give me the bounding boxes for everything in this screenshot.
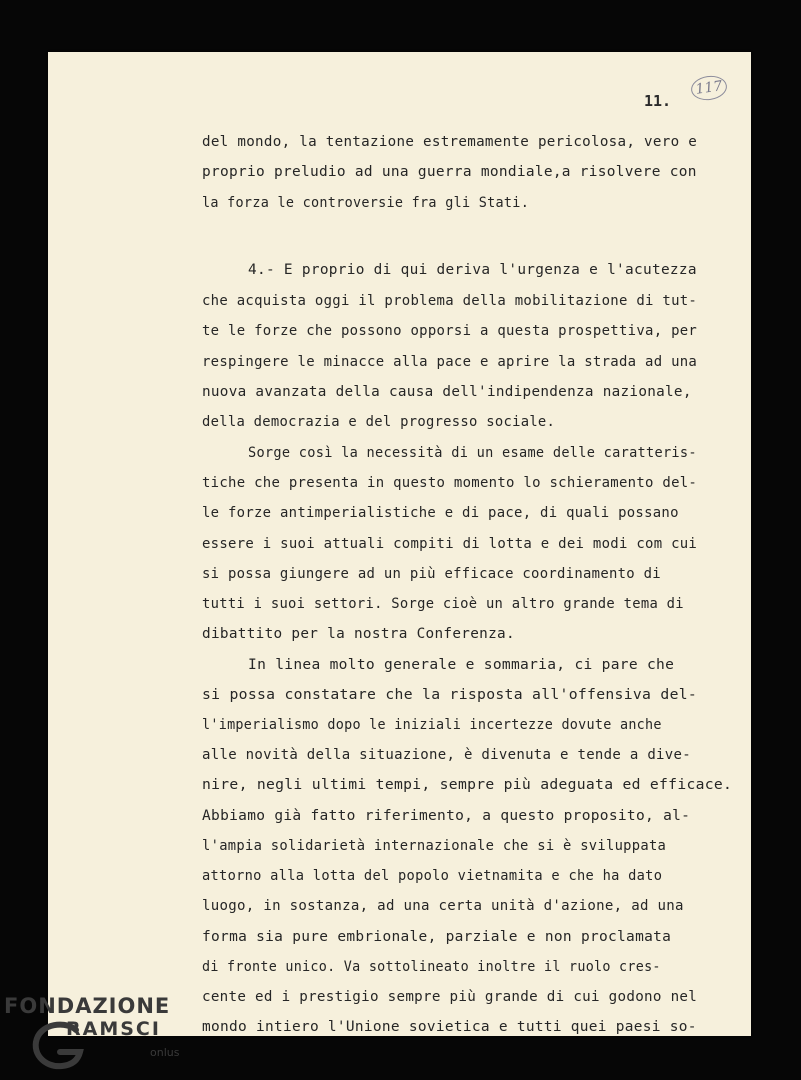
text-line: tiche che presenta in questo momento lo schieramento del- bbox=[202, 474, 698, 491]
text-line: cente ed i prestigio sempre più grande di cui godono nel bbox=[202, 988, 698, 1005]
text-line: nire, negli ultimi tempi, sempre più adeguata ed efficace. bbox=[202, 776, 733, 793]
archive-page-stamp bbox=[690, 74, 729, 103]
text-line: del mondo, la tentazione estremamente pericolosa, vero e bbox=[202, 133, 698, 150]
archive-stamp-number: 117 bbox=[694, 78, 724, 98]
text-line: alle novità della situazione, è divenuta e tende a dive- bbox=[202, 746, 691, 763]
text-line: 4.- E proprio di qui deriva l'urgenza e l'acutezza bbox=[248, 261, 697, 278]
document-page bbox=[48, 52, 751, 1036]
text-line: nuova avanzata della causa dell'indipendenza nazionale, bbox=[202, 383, 692, 400]
text-line: l'ampia solidarietà internazionale che si è sviluppata bbox=[202, 837, 667, 854]
watermark-line2: RAMSCI bbox=[66, 1018, 161, 1040]
text-line: la forza le controversie fra gli Stati. bbox=[202, 194, 530, 211]
text-line: si possa giungere ad un più efficace coordinamento di bbox=[202, 565, 661, 582]
text-line: luogo, in sostanza, ad una certa unità d'azione, ad una bbox=[202, 897, 684, 914]
text-line: tutti i suoi settori. Sorge cioè un altro grande tema di bbox=[202, 595, 684, 612]
text-line: forma sia pure embrionale, parziale e non proclamata bbox=[202, 928, 672, 945]
watermark-line1: FONDAZIONE bbox=[4, 994, 171, 1018]
text-line: essere i suoi attuali compiti di lotta e dei modi com cui bbox=[202, 535, 698, 552]
text-line: le forze antimperialistiche e di pace, di quali possano bbox=[202, 504, 679, 521]
text-line: l'imperialismo dopo le iniziali incertezze dovute anche bbox=[202, 716, 662, 733]
text-line: Sorge così la necessità di un esame delle caratteris- bbox=[248, 444, 697, 461]
watermark-onlus: onlus bbox=[150, 1046, 180, 1059]
text-line: attorno alla lotta del popolo vietnamita e che ha dato bbox=[202, 867, 663, 884]
text-line: te le forze che possono opporsi a questa prospettiva, per bbox=[202, 322, 698, 339]
text-line: di fronte unico. Va sottolineato inoltre il ruolo cres- bbox=[202, 958, 661, 975]
text-line: che acquista oggi il problema della mobilitazione di tut- bbox=[202, 292, 698, 309]
page-number: 11. bbox=[644, 92, 672, 110]
fondazione-gramsci-watermark bbox=[0, 990, 200, 1080]
text-line: dibattito per la nostra Conferenza. bbox=[202, 625, 515, 642]
text-line: In linea molto generale e sommaria, ci pare che bbox=[248, 656, 675, 673]
text-line: proprio preludio ad una guerra mondiale,a risolvere con bbox=[202, 163, 697, 180]
text-line: si possa constatare che la risposta all'offensiva del- bbox=[202, 686, 698, 703]
text-line: della democrazia e del progresso sociale. bbox=[202, 413, 556, 430]
text-line: mondo intiero l'Unione sovietica e tutti quei paesi so- bbox=[202, 1018, 697, 1035]
text-line: Abbiamo già fatto riferimento, a questo proposito, al- bbox=[202, 807, 691, 824]
text-line: respingere le minacce alla pace e aprire la strada ad una bbox=[202, 353, 698, 370]
